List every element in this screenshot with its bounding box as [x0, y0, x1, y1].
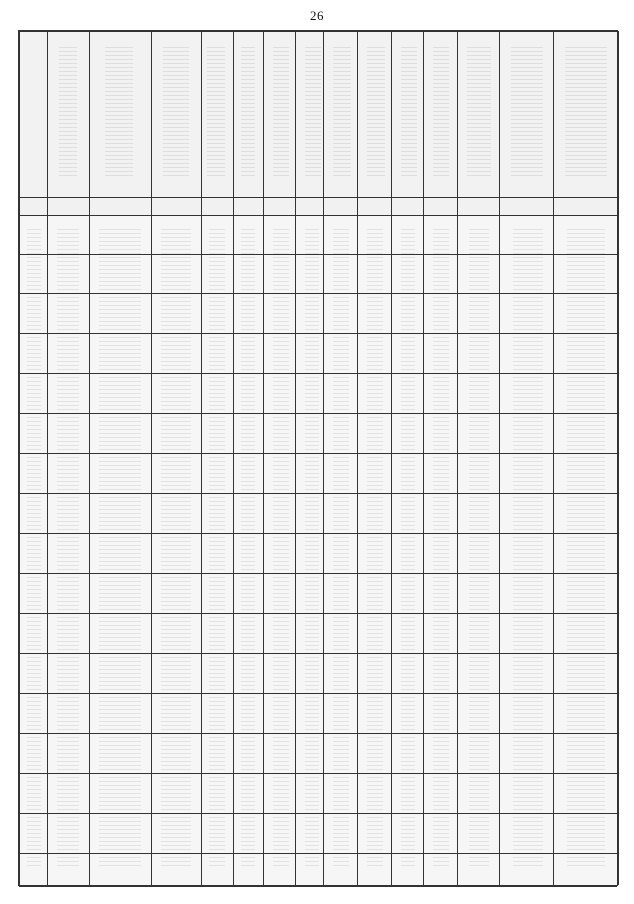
page-number: 26	[310, 8, 324, 23]
table-column-divider	[391, 31, 392, 885]
rotated-text-area	[207, 47, 225, 179]
table-column-divider	[423, 31, 424, 885]
rotated-text-area	[105, 47, 133, 179]
rotated-text-area	[565, 47, 607, 179]
table-column-divider	[201, 31, 202, 885]
table-column-divider	[499, 31, 500, 885]
rotated-text-area	[367, 229, 383, 869]
table-column-divider	[19, 31, 20, 885]
rotated-text-area	[305, 47, 321, 179]
rotated-text-area	[511, 47, 543, 179]
table-column-divider	[295, 31, 296, 885]
rotated-text-area	[27, 229, 41, 869]
rotated-register-table	[19, 31, 617, 885]
table-column-divider	[233, 31, 234, 885]
rotated-text-area	[567, 229, 605, 869]
rotated-text-area	[273, 47, 289, 179]
rotated-text-area	[273, 229, 289, 869]
rotated-text-area	[57, 229, 79, 869]
rotated-text-area	[469, 229, 489, 869]
rotated-text-area	[333, 47, 351, 179]
rotated-text-area	[209, 229, 225, 869]
rotated-text-area	[241, 229, 255, 869]
table-row-divider	[19, 31, 617, 32]
rotated-text-area	[467, 47, 491, 179]
rotated-text-area	[241, 47, 255, 179]
rotated-text-area	[367, 47, 385, 179]
table-column-divider	[151, 31, 152, 885]
table-column-number-band	[19, 197, 617, 215]
table-column-divider	[618, 31, 619, 885]
table-row-divider	[19, 215, 617, 216]
scanned-document-page	[18, 30, 618, 886]
rotated-text-area	[333, 229, 349, 869]
rotated-text-area	[513, 229, 543, 869]
rotated-text-area	[401, 229, 415, 869]
table-row-divider	[19, 197, 617, 198]
rotated-text-area	[433, 229, 449, 869]
table-column-divider	[323, 31, 324, 885]
rotated-text-area	[163, 47, 189, 179]
rotated-text-area	[99, 229, 141, 869]
rotated-text-area	[59, 47, 77, 179]
table-row-divider	[19, 886, 617, 887]
table-column-divider	[457, 31, 458, 885]
table-column-divider	[89, 31, 90, 885]
rotated-text-area	[433, 47, 449, 179]
table-column-divider	[263, 31, 264, 885]
table-column-divider	[47, 31, 48, 885]
rotated-text-area	[161, 229, 191, 869]
rotated-text-area	[305, 229, 319, 869]
table-column-divider	[553, 31, 554, 885]
table-column-divider	[357, 31, 358, 885]
rotated-text-area	[401, 47, 417, 179]
